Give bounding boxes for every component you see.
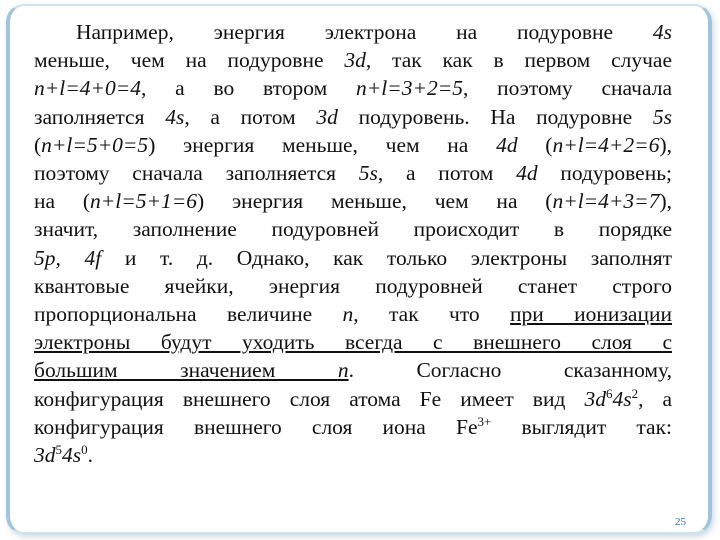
text-line: значит, заполнение подуровней происходит в порядке <box>34 217 672 242</box>
text-line: большим значением n. Согласно сказанному, <box>34 358 672 383</box>
text-line: поэтому сначала заполняется 5s, а потом 4d подуровень; <box>34 161 672 186</box>
text-line: конфигурация внешнего слоя атома Fe имеет вид $3d^64s^2$, а <box>34 385 673 411</box>
body-text <box>34 18 672 469</box>
text-line: заполняется 4s, а потом 3d подуровень. На подуровне 5s <box>34 104 672 129</box>
text-line: Например, энергия электрона на подуровне 4s <box>76 20 672 44</box>
text-line: (n+l=5+0=5) энергия меньше, чем на 4d (n+l=4+2=6), <box>34 132 672 157</box>
text-line: 5p, 4f и т. д. Однако, как только электроны заполнят <box>34 245 672 270</box>
text-line: на (n+l=5+1=6) энергия меньше, чем на (n+l=4+3=7), <box>34 189 672 214</box>
text-line: электроны будут уходить всегда с внешнего слоя с <box>34 330 672 355</box>
text-line: $3d^54s^0$. <box>34 441 93 468</box>
page-number: 25 <box>675 516 686 528</box>
text-line: пропорциональна величине n, так что при ионизации <box>34 302 672 327</box>
text-line: меньше, чем на подуровне 3d, так как в первом случае <box>34 48 673 73</box>
text-line: конфигурация внешнего слоя иона $Fe^{3+}$ выглядит так: <box>34 413 672 439</box>
text-line: квантовые ячейки, энергия подуровней станет строго <box>34 273 672 298</box>
text-line: n+l=4+0=4, а во втором n+l=3+2=5, поэтому сначала <box>34 76 672 101</box>
